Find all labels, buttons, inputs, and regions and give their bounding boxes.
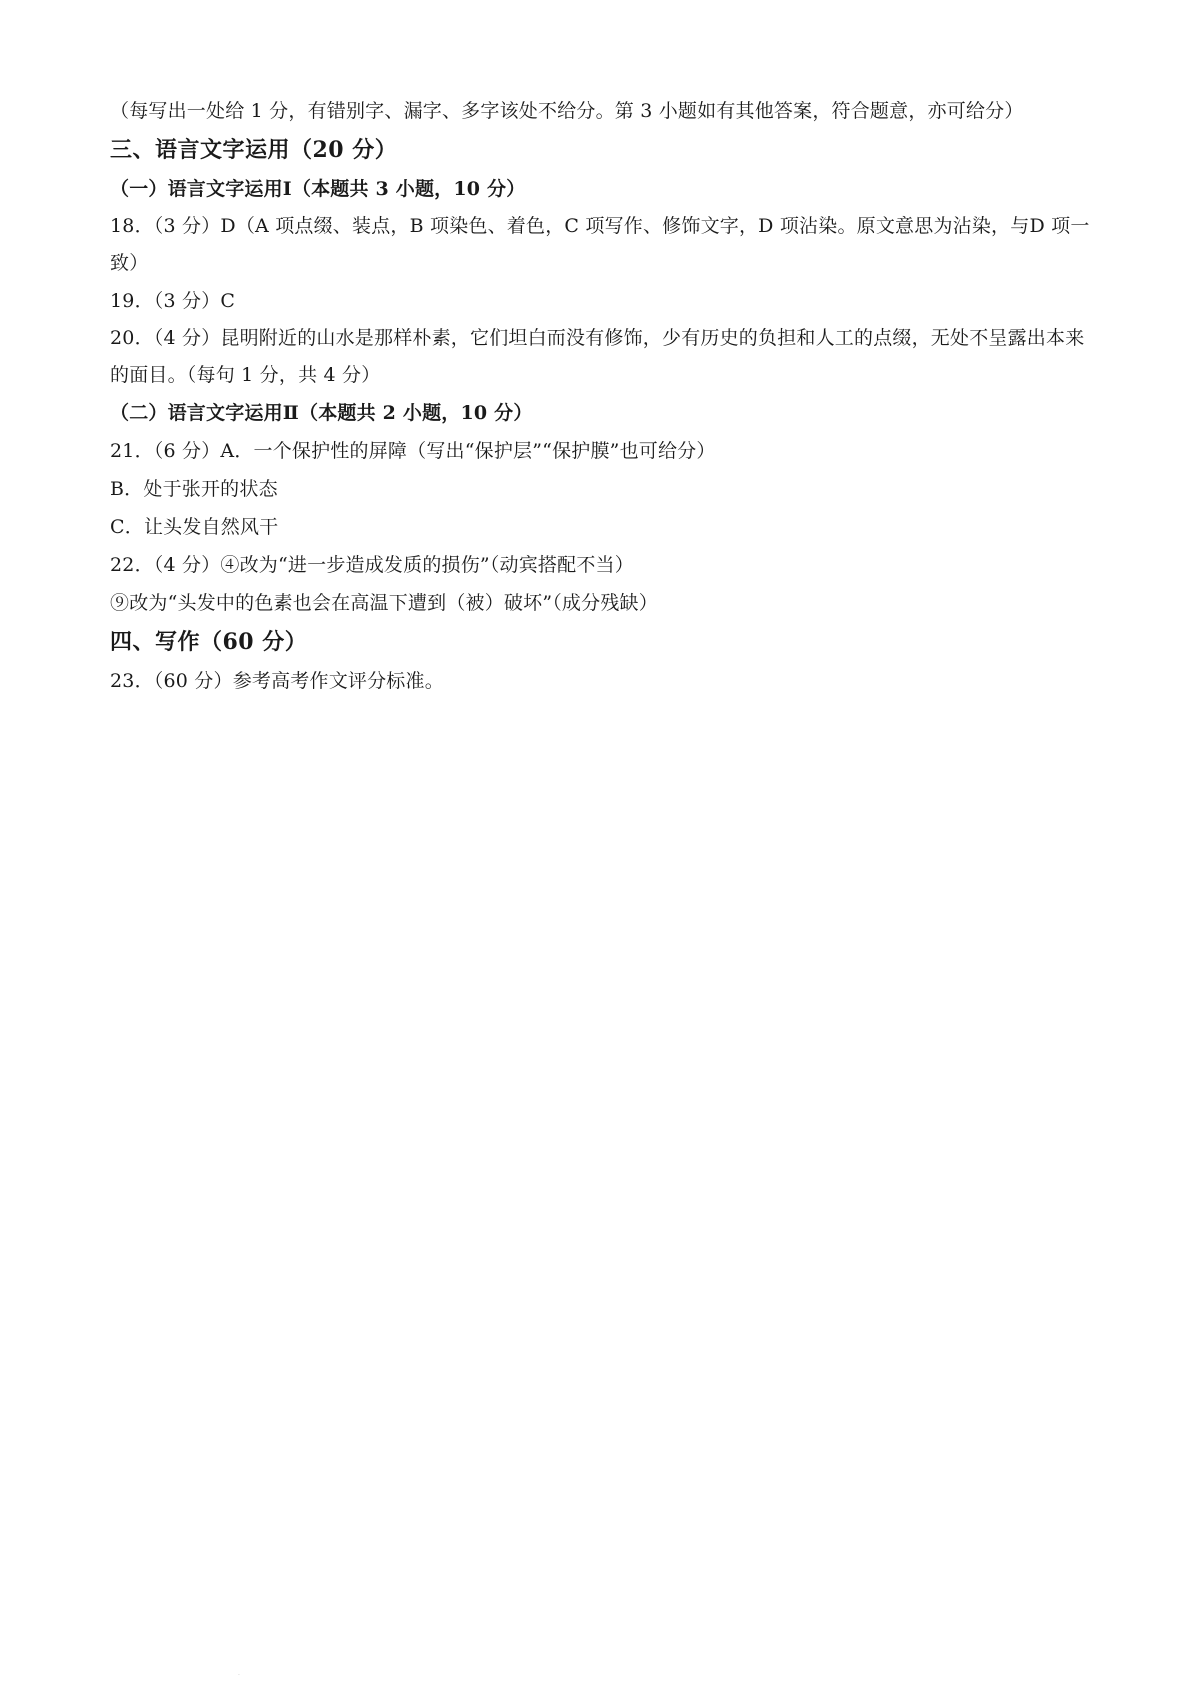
scoring-note: （每写出一处给 1 分，有错别字、漏字、多字该处不给分。第 3 小题如有其他答案，符合题意，亦可给分） [110, 100, 1024, 122]
answer-q18: 18．（3 分）D（A 项点缀、装点，B 项染色、着色，C 项写作、修饰文字，D 项沾染。原文意思为沾染，与D 项一致） [110, 215, 1090, 274]
section-3-part-2-heading: （二）语言文字运用Ⅱ（本题共 2 小题，10 分） [110, 402, 533, 424]
answer-q21-b: B．处于张开的状态 [110, 478, 278, 500]
footer-mark: · [238, 1672, 240, 1679]
answer-q19: 19．（3 分）C [110, 290, 236, 312]
document-content [110, 92, 1100, 700]
answer-q21-c: C．让头发自然风干 [110, 516, 279, 538]
answer-q22-a: 22．（4 分）④改为“进一步造成发质的损伤”（动宾搭配不当） [110, 554, 634, 576]
answer-q23: 23．（60 分）参考高考作文评分标准。 [110, 670, 444, 692]
answer-q21-a: 21．（6 分）A．一个保护性的屏障（写出“保护层”“保护膜”也可给分） [110, 440, 716, 462]
answer-q22-b: ⑨改为“头发中的色素也会在高温下遭到（被）破坏”（成分残缺） [110, 592, 658, 614]
section-4-heading: 四、写作（60 分） [110, 629, 308, 655]
answer-q20: 20．（4 分）昆明附近的山水是那样朴素，它们坦白而没有修饰，少有历史的负担和人工的点缀，无处不呈露出本来的面目。（每句 1 分，共 4 分） [110, 327, 1085, 386]
section-3-heading: 三、语言文字运用（20 分） [110, 137, 398, 163]
section-3-part-1-heading: （一）语言文字运用Ⅰ（本题共 3 小题，10 分） [110, 178, 526, 200]
